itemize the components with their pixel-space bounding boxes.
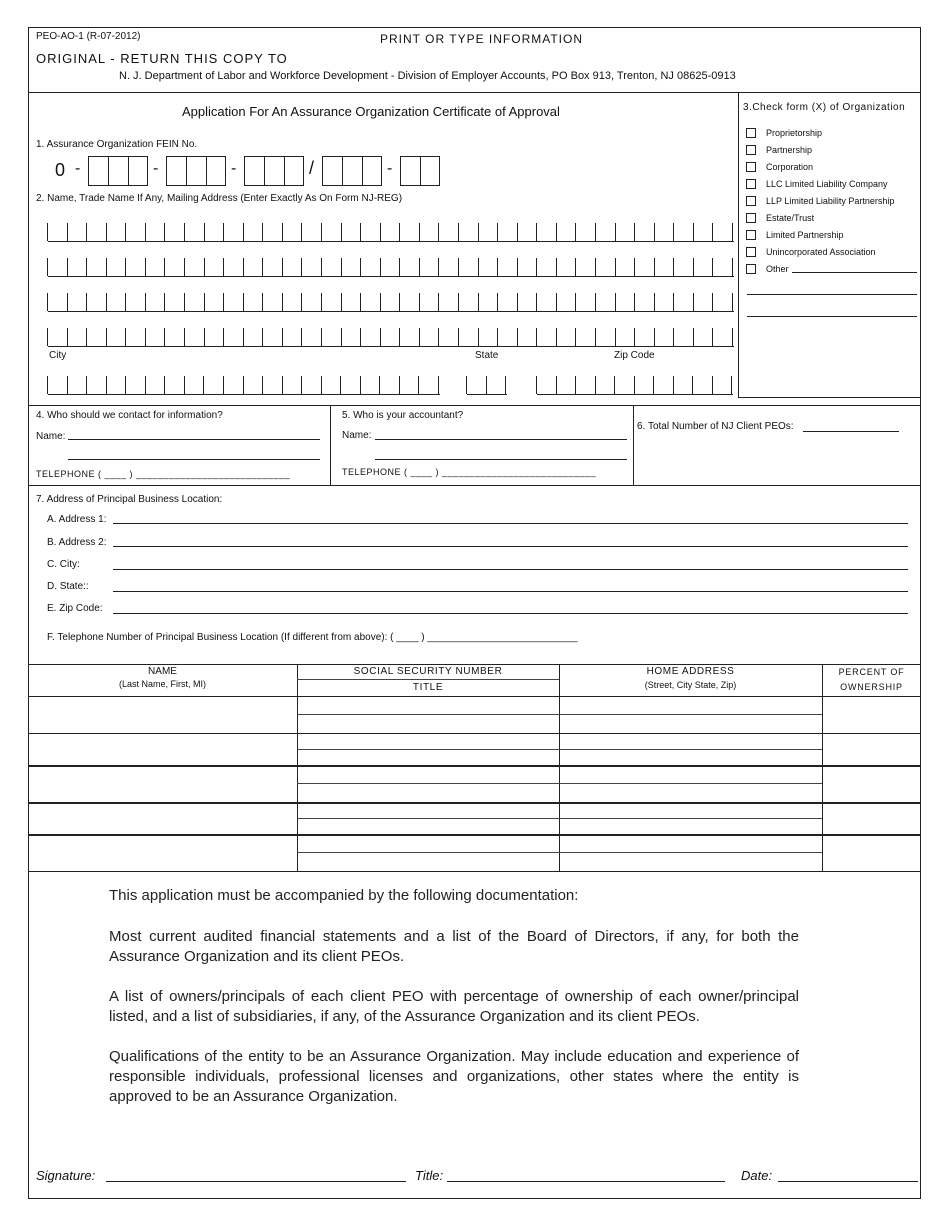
fein-dash-2: - [153,160,159,177]
title-input[interactable] [447,1181,725,1182]
address-line-2[interactable] [48,317,734,347]
zip-comb[interactable] [537,365,733,395]
form-code: PEO-AO-1 (R-07-2012) [36,31,141,42]
city-field-label: C. City: [47,559,80,570]
documentation-item-2: A list of owners/principals of each client PEO with percentage of ownership of each owner/principal listed, and a list of subsidiaries, if any, of the Assurance Organization and its client PEOs. [109,988,799,1025]
org-checkbox-8[interactable] [746,264,756,274]
address2-input[interactable] [113,546,908,547]
org-checkbox-6[interactable] [746,230,756,240]
org-checkbox-4[interactable] [746,196,756,206]
fein-group-3[interactable] [244,156,304,186]
accountant-name-input[interactable] [375,439,627,440]
ownership-header: OWNERSHIP [840,682,903,692]
org-checkbox-5[interactable] [746,213,756,223]
org-option-label-2: Corporation [766,162,814,172]
name-header: NAME [148,666,177,677]
date-input[interactable] [778,1181,918,1182]
state-label: State [475,350,499,361]
state-input[interactable] [113,591,908,592]
city-input[interactable] [113,569,908,570]
org-option-label-3: LLC Limited Liability Company [766,179,888,189]
other-line-2[interactable] [747,294,917,295]
signature-input[interactable] [106,1181,406,1182]
accountant-label: 5. Who is your accountant? [342,410,464,421]
org-checkbox-2[interactable] [746,162,756,172]
percent-header: PERCENT OF [838,667,905,677]
state-field-label: D. State:: [47,581,89,592]
principal-label: 7. Address of Principal Business Location: [36,494,223,505]
name-line-2[interactable] [48,247,734,277]
org-checkbox-1[interactable] [746,145,756,155]
fein-group-1[interactable] [88,156,148,186]
contact-name-input-2[interactable] [68,459,320,460]
documentation-item-3: Qualifications of the entity to be an Assurance Organization. May include education and experience of responsible individuals, professional licenses and organizations, other states where the entity is approved to be an Assurance Organization. [109,1048,799,1105]
org-checkbox-7[interactable] [746,247,756,257]
accountant-telephone[interactable]: TELEPHONE ( ____ ) ____________________________ [342,467,597,477]
name-line-1[interactable] [48,212,734,242]
address2-label: B. Address 2: [47,537,107,548]
owner-row-1-name[interactable] [28,697,297,733]
fein-slash: / [309,158,315,178]
org-option-label-6: Limited Partnership [766,230,844,240]
title-label: Title: [415,1168,444,1183]
contact-label: 4. Who should we contact for information? [36,410,223,421]
home-address-header: HOME ADDRESS [646,666,735,677]
page-title: Application For An Assurance Organization Certificate of Approval [182,104,560,119]
title-header: TITLE [412,682,444,693]
accountant-name-label: Name: [342,430,372,441]
accountant-name-input-2[interactable] [375,459,627,460]
ssn-header: SOCIAL SECURITY NUMBER [353,666,503,677]
owner-row-5-name[interactable] [28,836,297,871]
signature-label: Signature: [36,1168,96,1183]
org-option-label-7: Unincorporated Association [766,247,876,257]
other-line-3[interactable] [747,316,917,317]
org-option-label-5: Estate/Trust [766,213,815,223]
contact-name-input[interactable] [68,439,320,440]
mailing-address-line: N. J. Department of Labor and Workforce Development - Division of Employer Accounts, PO Box 913, Trenton, NJ 08625-0913 [119,70,736,82]
name-subheader: (Last Name, First, MI) [118,679,206,689]
owner-row-2-name[interactable] [28,734,297,765]
fein-label: 1. Assurance Organization FEIN No. [36,139,198,150]
owner-row-3-name[interactable] [28,767,297,802]
fein-dash-4: - [387,160,393,177]
org-checkbox-0[interactable] [746,128,756,138]
fein-group-2[interactable] [166,156,226,186]
documentation-intro: This application must be accompanied by the following documentation: [109,887,579,904]
client-peos-label: 6. Total Number of NJ Client PEOs: [637,421,794,432]
fein-group-5[interactable] [400,156,440,186]
fein-dash-3: - [231,160,237,177]
address1-input[interactable] [113,523,908,524]
city-label: City [49,350,67,361]
zip-field-label: E. Zip Code: [47,603,103,614]
documentation-item-1: Most current audited financial statements and a list of the Board of Directors, if any, for both the Assurance Organization and its client PEOs. [109,928,799,965]
zip-label: Zip Code [614,350,655,361]
state-comb[interactable] [467,365,507,395]
city-comb[interactable] [48,365,440,395]
other-line[interactable] [792,272,917,273]
contact-telephone[interactable]: TELEPHONE ( ____ ) ____________________________ [36,469,291,479]
org-option-label-4: LLP Limited Liability Partnership [766,196,895,206]
org-option-label-0: Proprietorship [766,128,823,138]
principal-telephone[interactable]: F. Telephone Number of Principal Business Location (If different from above): ( ____ ) ___________________________ [47,632,578,643]
client-peos-input[interactable] [803,431,899,432]
name-address-label: 2. Name, Trade Name If Any, Mailing Address (Enter Exactly As On Form NJ-REG) [36,193,403,204]
fein-prefix: 0 [55,160,66,180]
zip-input[interactable] [113,613,908,614]
original-return-label: ORIGINAL - RETURN THIS COPY TO [36,51,288,66]
fein-group-4[interactable] [322,156,382,186]
print-note: PRINT OR TYPE INFORMATION [380,32,584,46]
org-checkbox-3[interactable] [746,179,756,189]
org-option-label-8: Other [766,264,789,274]
org-form-label: 3.Check form (X) of Organization [743,102,906,113]
home-address-subheader: (Street, City State, Zip) [644,680,737,690]
fein-dash-1: - [75,160,81,177]
org-option-label-1: Partnership [766,145,813,155]
address1-label: A. Address 1: [47,514,107,525]
address-line-1[interactable] [48,282,734,312]
owner-row-4-name[interactable] [28,804,297,834]
contact-name-label: Name: [36,431,66,442]
date-label: Date: [741,1168,773,1183]
